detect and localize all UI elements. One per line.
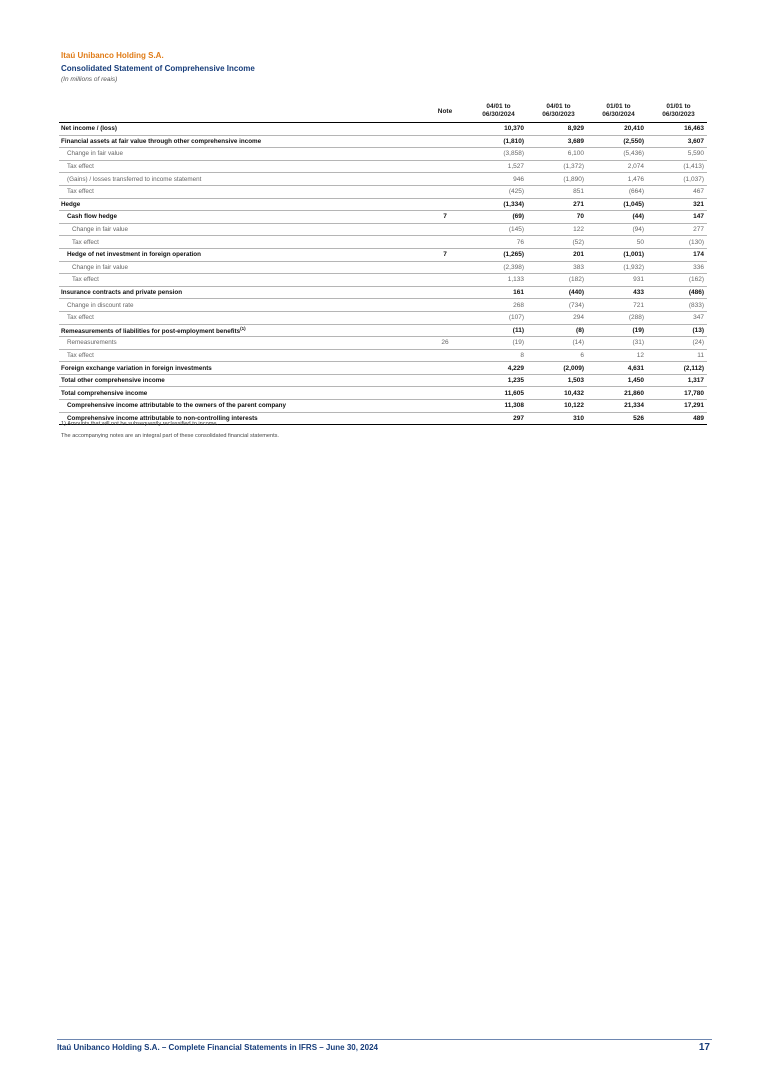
table-row [59, 375, 707, 388]
row-value: (1,932) [623, 263, 644, 271]
row-label [59, 138, 425, 145]
row-value: 147 [693, 213, 704, 221]
company-name: Itaú Unibanco Holding S.A. [61, 51, 164, 60]
statement-title: Consolidated Statement of Comprehensive Income [61, 64, 255, 73]
row-value: 1,317 [687, 377, 704, 385]
row-value: 310 [573, 414, 584, 422]
row-label-text: Net income / (loss) [61, 125, 117, 133]
row-value: 6 [580, 351, 584, 359]
row-value: 271 [573, 200, 584, 208]
row-value: (162) [688, 276, 704, 284]
row-value: 433 [633, 289, 644, 297]
row-value: 1,527 [507, 163, 524, 171]
row-value: 2,074 [627, 163, 644, 171]
row-value: 1,450 [627, 377, 644, 385]
row-value: (24) [692, 339, 704, 347]
row-value: 161 [513, 289, 524, 297]
row-value: 721 [633, 301, 644, 309]
table-row [59, 299, 707, 312]
row-value: 4,631 [627, 364, 644, 372]
row-value: (11) [512, 326, 524, 334]
table-row [59, 274, 707, 287]
row-note: 7 [443, 213, 447, 221]
row-value: 347 [693, 314, 704, 322]
row-value: (486) [688, 289, 704, 297]
row-value: 201 [573, 251, 584, 259]
row-value: (1,265) [503, 251, 524, 259]
row-value: (1,413) [683, 163, 704, 171]
row-value: 1,503 [567, 377, 584, 385]
accompanying-notes-statement: The accompanying notes are an integral part of these consolidated financial statements. [61, 433, 279, 439]
row-value: 11,308 [504, 402, 524, 410]
row-label [59, 176, 425, 183]
row-value: (14) [572, 339, 584, 347]
row-label [59, 289, 425, 296]
table-row [59, 350, 707, 363]
row-value: 268 [513, 301, 524, 309]
row-value: 4,229 [507, 364, 524, 372]
row-label-text: Remeasurements of liabilities for post-employment benefits [61, 327, 241, 335]
row-value: 21,334 [624, 402, 644, 410]
row-label [59, 276, 425, 283]
row-value: (19) [632, 326, 644, 334]
row-value: (107) [508, 314, 524, 322]
row-value: (31) [632, 339, 644, 347]
table-row [59, 249, 707, 262]
row-value: 21,860 [624, 389, 644, 397]
row-value: (1,372) [563, 163, 584, 171]
row-value: 17,291 [684, 402, 704, 410]
row-value: 1,476 [627, 175, 644, 183]
row-value: (440) [568, 289, 584, 297]
row-label-text: Change in discount rate [67, 301, 134, 309]
row-label [59, 390, 425, 397]
table-body [59, 123, 707, 425]
row-label-text: Total comprehensive income [61, 389, 148, 397]
table-header [59, 100, 707, 123]
row-label-text: Change in fair value [72, 226, 129, 234]
row-value: (2,112) [683, 364, 704, 372]
table-row [59, 199, 707, 212]
row-value: 11,605 [504, 389, 524, 397]
row-label-text: Tax effect [67, 188, 94, 196]
footer-text: Itaú Unibanco Holding S.A. – Complete Financial Statements in IFRS – June 30, 2024 [57, 1043, 378, 1052]
row-label-text: Tax effect [72, 238, 99, 246]
row-value: 50 [636, 238, 644, 246]
row-value: (1,810) [503, 137, 524, 145]
row-value: 1,133 [507, 276, 524, 284]
row-value: (2,398) [503, 263, 524, 271]
table-row [59, 236, 707, 249]
row-label-text: Cash flow hedge [67, 213, 118, 221]
row-value: 851 [573, 188, 584, 196]
table-row [59, 173, 707, 186]
row-value: 294 [573, 314, 584, 322]
row-note: 7 [443, 251, 447, 259]
row-value: 8,929 [567, 125, 584, 133]
row-label-text: Tax effect [72, 276, 99, 284]
row-value: 1,235 [507, 377, 524, 385]
row-value: 16,463 [684, 125, 704, 133]
row-value: (3,858) [503, 150, 524, 158]
row-value: (1,890) [563, 175, 584, 183]
table-row [59, 211, 707, 224]
row-value: 946 [513, 175, 524, 183]
row-value: (94) [632, 226, 644, 234]
row-value: 122 [573, 226, 584, 234]
row-label-text: Tax effect [67, 351, 94, 359]
row-value: 489 [693, 414, 704, 422]
row-label [59, 314, 425, 321]
table-row [59, 161, 707, 174]
table-row [59, 287, 707, 300]
row-value: (2,009) [563, 364, 584, 372]
table-row [59, 136, 707, 149]
row-label [59, 326, 425, 335]
footnote-marker: (1) [240, 325, 246, 331]
row-value: 336 [693, 263, 704, 271]
row-value: 383 [573, 263, 584, 271]
table-row [59, 387, 707, 400]
row-value: 3,689 [567, 137, 584, 145]
row-label [59, 339, 425, 346]
row-label-text: Hedge [61, 200, 81, 208]
row-label [59, 239, 425, 246]
row-label [59, 163, 425, 170]
row-value: 10,122 [564, 402, 584, 410]
row-value: 6,100 [567, 150, 584, 158]
row-label-text: Comprehensive income attributable to non-controlling interests [67, 414, 258, 422]
row-value: (69) [512, 213, 524, 221]
row-value: (734) [568, 301, 584, 309]
row-value: (5,436) [623, 150, 644, 158]
row-label [59, 264, 425, 271]
row-value: (1,001) [623, 251, 644, 259]
row-label-text: (Gains) / losses transferred to income statement [67, 175, 202, 183]
row-label [59, 188, 425, 195]
row-value: 467 [693, 188, 704, 196]
row-value: (8) [576, 326, 584, 334]
row-value: 5,590 [687, 150, 704, 158]
table-row [59, 148, 707, 161]
table-row [59, 362, 707, 375]
row-value: 76 [516, 238, 524, 246]
page-number: 17 [698, 1042, 710, 1053]
row-value: 17,780 [684, 389, 704, 397]
row-value: (182) [568, 276, 584, 284]
row-label [59, 226, 425, 233]
table-row [59, 400, 707, 413]
row-label-text: Hedge of net investment in foreign operation [67, 251, 201, 259]
row-value: 8 [520, 351, 524, 359]
row-label-text: Change in fair value [72, 263, 129, 271]
comprehensive-income-table [59, 100, 707, 425]
footer-divider [57, 1039, 712, 1040]
row-label-text: Tax effect [67, 163, 94, 171]
row-value: (1,334) [503, 200, 524, 208]
row-note: 26 [441, 339, 449, 347]
row-value: 3,607 [687, 137, 704, 145]
row-value: (425) [508, 188, 524, 196]
row-value: (13) [692, 326, 704, 334]
row-label-text: Total other comprehensive income [61, 377, 165, 385]
row-value: (19) [512, 339, 524, 347]
row-value: 12 [636, 351, 644, 359]
row-label-text: Change in fair value [67, 150, 124, 158]
row-label [59, 150, 425, 157]
period-header: 01/01 to 06/30/2023 [662, 103, 695, 118]
row-value: (145) [508, 226, 524, 234]
row-label-text: Tax effect [67, 314, 94, 322]
row-value: 10,370 [504, 125, 524, 133]
row-value: 931 [633, 276, 644, 284]
row-value: 174 [693, 251, 704, 259]
row-value: 20,410 [624, 125, 644, 133]
row-label-text: Comprehensive income attributable to the owners of the parent company [67, 402, 287, 410]
row-value: (664) [628, 188, 644, 196]
row-label-text: Remeasurements [67, 339, 117, 347]
row-value: 70 [576, 213, 584, 221]
row-value: (1,037) [683, 175, 704, 183]
row-label [59, 365, 425, 372]
row-value: (130) [688, 238, 704, 246]
row-value: 297 [513, 414, 524, 422]
table-row [59, 224, 707, 237]
table-row [59, 186, 707, 199]
row-value: 10,432 [564, 389, 584, 397]
row-label-text: Foreign exchange variation in foreign investments [61, 364, 212, 372]
note-column-header: Note [437, 107, 453, 115]
row-label [59, 125, 425, 132]
row-value: (2,550) [623, 137, 644, 145]
row-value: (288) [628, 314, 644, 322]
table-row [59, 325, 707, 338]
row-label [59, 352, 425, 359]
row-label-text: Financial assets at fair value through other comprehensive income [61, 137, 262, 145]
units-caption: (In millions of reais) [61, 76, 118, 83]
table-row [59, 123, 707, 136]
row-value: 277 [693, 226, 704, 234]
row-value: (1,045) [623, 200, 644, 208]
row-value: (44) [632, 213, 644, 221]
table-row [59, 312, 707, 325]
period-header: 04/01 to 06/30/2024 [482, 103, 515, 118]
row-value: (52) [572, 238, 584, 246]
row-label-text: Insurance contracts and private pension [61, 289, 183, 297]
row-value: (833) [688, 301, 704, 309]
footnote: 1) Amounts that will not be subsequently reclassified to income. [61, 421, 219, 427]
row-label [59, 201, 425, 208]
row-value: 526 [633, 414, 644, 422]
row-value: 321 [693, 200, 704, 208]
row-label [59, 213, 425, 220]
table-row [59, 262, 707, 275]
row-value: 11 [697, 351, 704, 359]
period-header: 04/01 to 06/30/2023 [542, 103, 575, 118]
period-header: 01/01 to 06/30/2024 [602, 103, 635, 118]
table-row [59, 337, 707, 350]
row-label [59, 251, 425, 258]
row-label [59, 377, 425, 384]
row-label [59, 402, 425, 409]
row-label [59, 302, 425, 309]
